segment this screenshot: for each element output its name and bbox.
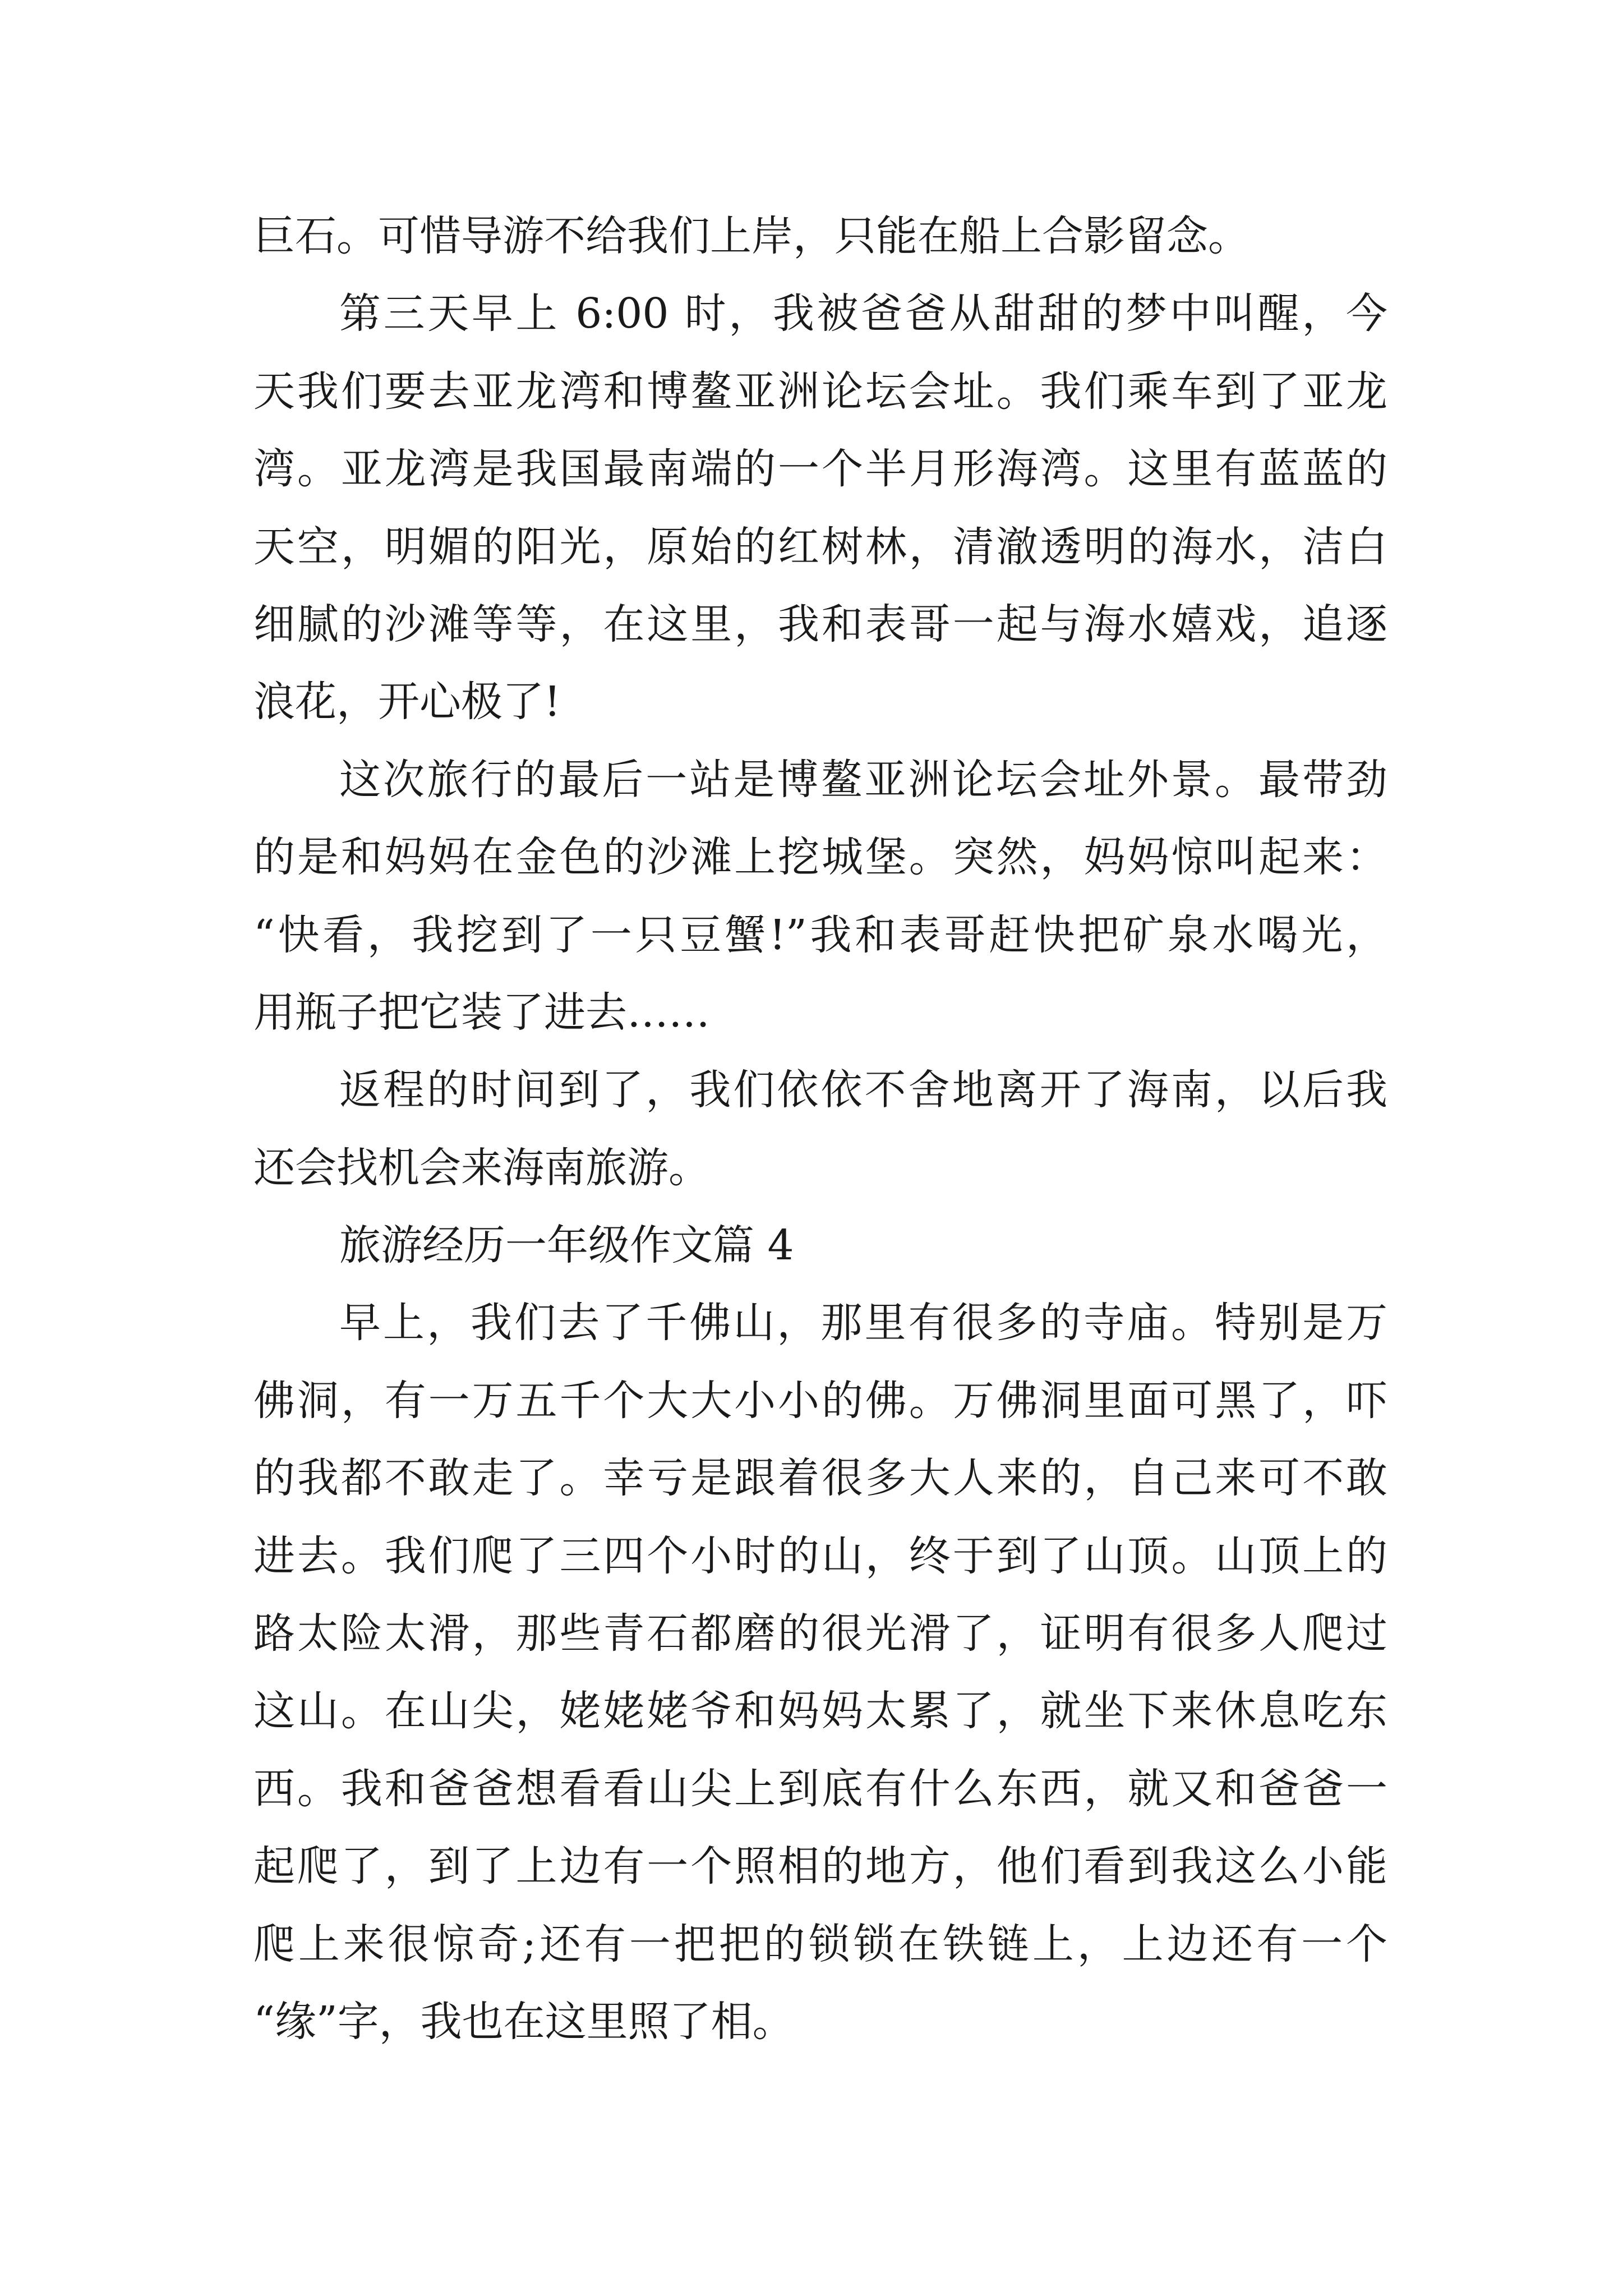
text-line: 进去。我们爬了三四个小时的山，终于到了山顶。山顶上的 — [253, 1531, 1387, 1580]
text-line: 佛洞，有一万五千个大大小小的佛。万佛洞里面可黑了，吓 — [253, 1376, 1387, 1425]
paragraph — [253, 1051, 1387, 1207]
text-line: 湾。亚龙湾是我国最南端的一个半月形海湾。这里有蓝蓝的 — [253, 445, 1387, 494]
section-heading — [253, 1207, 1387, 1284]
text-line: 用瓶子把它装了进去…… — [253, 988, 710, 1037]
text-line: 的是和妈妈在金色的沙滩上挖城堡。突然，妈妈惊叫起来： — [253, 833, 1387, 882]
section-heading-text: 旅游经历一年级作文篇 4 — [339, 1221, 794, 1270]
paragraph — [253, 1284, 1387, 2060]
text-line: 爬上来很惊奇;还有一把把的锁锁在铁链上，上边还有一个 — [253, 1920, 1387, 1968]
paragraph — [253, 197, 1387, 275]
text-line: 浪花，开心极了! — [253, 678, 561, 726]
text-line: 还会找机会来海南旅游。 — [253, 1143, 710, 1192]
paragraph — [253, 275, 1387, 740]
text-line: 返程的时间到了，我们依依不舍地离开了海南，以后我 — [339, 1066, 1387, 1115]
text-line: 起爬了，到了上边有一个照相的地方，他们看到我这么小能 — [253, 1842, 1387, 1891]
document-body — [253, 197, 1387, 2060]
text-line: 细腻的沙滩等等，在这里，我和表哥一起与海水嬉戏，追逐 — [253, 600, 1387, 648]
text-line: 西。我和爸爸想看看山尖上到底有什么东西，就又和爸爸一 — [253, 1764, 1387, 1813]
paragraph — [253, 741, 1387, 1052]
text-line: “快看，我挖到了一只豆蟹!”我和表哥赶快把矿泉水喝光， — [253, 910, 1387, 959]
text-line: 早上，我们去了千佛山，那里有很多的寺庙。特别是万 — [339, 1299, 1387, 1347]
text-line: 的我都不敢走了。幸亏是跟着很多大人来的，自己来可不敢 — [253, 1454, 1387, 1503]
text-line: 路太险太滑，那些青石都磨的很光滑了，证明有很多人爬过 — [253, 1609, 1387, 1658]
text-line: 这次旅行的最后一站是博鳌亚洲论坛会址外景。最带劲 — [339, 755, 1387, 804]
text-line: “缘”字，我也在这里照了相。 — [253, 1997, 794, 2046]
text-line: 第三天早上 6:00 时，我被爸爸从甜甜的梦中叫醒，今 — [339, 289, 1387, 338]
text-line: 天空，明媚的阳光，原始的红树林，清澈透明的海水，洁白 — [253, 522, 1387, 571]
text-line: 天我们要去亚龙湾和博鳌亚洲论坛会址。我们乘车到了亚龙 — [253, 367, 1387, 416]
text-line: 这山。在山尖，姥姥姥爷和妈妈太累了，就坐下来休息吃东 — [253, 1687, 1387, 1736]
text-line: 巨石。可惜导游不给我们上岸，只能在船上合影留念。 — [253, 212, 1249, 260]
